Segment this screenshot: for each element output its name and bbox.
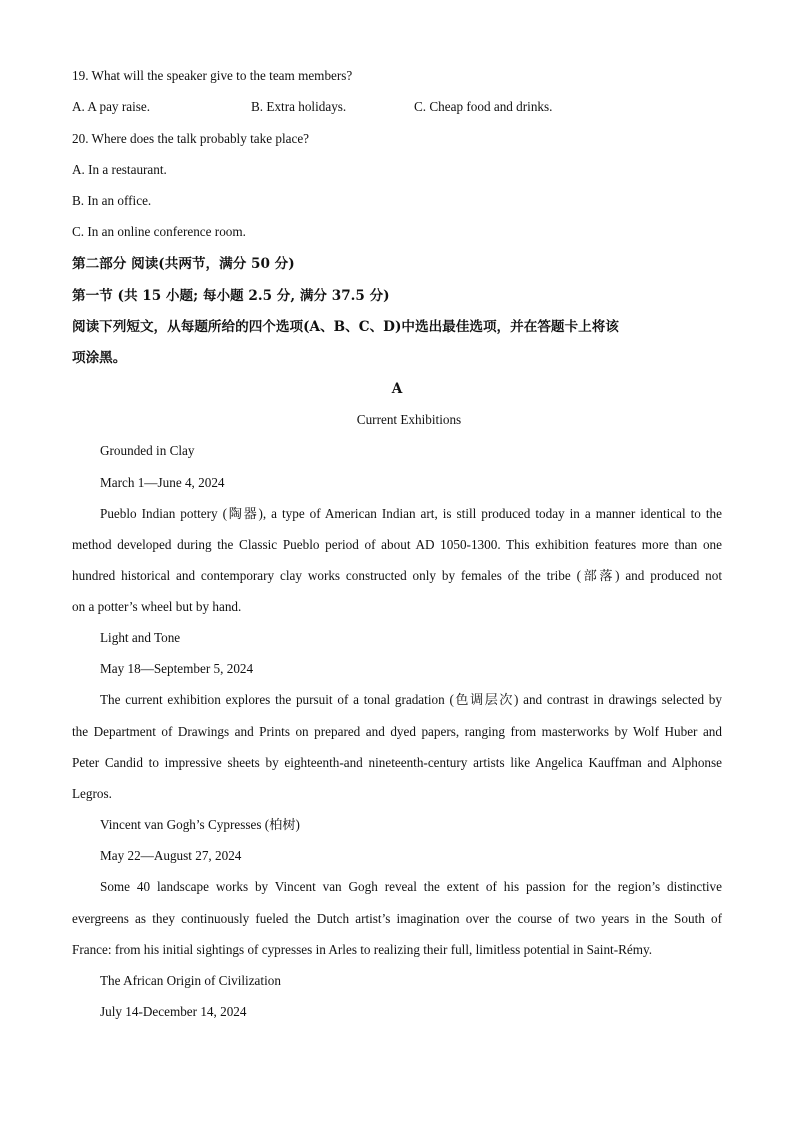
exhibition-4-dates: July 14-December 14, 2024 (100, 1004, 247, 1019)
exhibition-3-dates: May 22—August 27, 2024 (100, 848, 242, 863)
question-20-stem: 20. Where does the talk probably take place? (72, 131, 310, 146)
exhibition-3-text-line-2: evergreens as they continuously fueled the Dutch artist’s imagination over the course of two years in the South of (72, 911, 722, 926)
exhibition-3-text-line-1: Some 40 landscape works by Vincent van Gogh reveal the extent of his passion for the region’s distinctive (100, 879, 722, 894)
instruction-line-1: 阅读下列短文，从每题所给的四个选项(A、B、C、D)中选出最佳选项，并在答题卡上将该 (72, 319, 619, 335)
exhibition-2-name: Light and Tone (100, 630, 181, 645)
exhibition-1-text-line-1: Pueblo Indian pottery (陶器), a type of American Indian art, is still produced today in a manner identical to the (100, 506, 722, 521)
section-1-heading: 第一节 (共 15 小题; 每小题 2.5 分, 满分 37.5 分) (72, 288, 390, 304)
exhibition-1-name: Grounded in Clay (100, 443, 195, 458)
exhibition-2-text-line-3: Peter Candid to impressive sheets by eighteenth-and nineteenth-century artists like Angelica Kauffman and Alphonse (72, 755, 722, 770)
question-20-option-b: B. In an office. (72, 193, 152, 208)
exhibition-1-text-line-3: hundred historical and contemporary clay works constructed only by females of the tribe (部落) and produced not (72, 568, 722, 583)
question-20-option-c: C. In an online conference room. (72, 224, 246, 239)
exhibition-1-text-line-2: method developed during the Classic Pueblo period of about AD 1050-1300. This exhibition features more than one (72, 537, 722, 552)
question-19-stem: 19. What will the speaker give to the team members? (72, 68, 353, 83)
part-2-heading: 第二部分 阅读(共两节，满分 50 分) (72, 256, 295, 272)
exhibition-1-text-line-4: on a potter’s wheel but by hand. (72, 599, 242, 614)
question-19-option-b: B. Extra holidays. (251, 99, 347, 114)
exhibition-3-text-line-3: France: from his initial sightings of cypresses in Arles to realizing their full, limitless potential in Saint-Rémy. (72, 942, 653, 957)
exhibition-2-text-line-1: The current exhibition explores the pursuit of a tonal gradation (色调层次) and contrast in drawings selected by (100, 692, 722, 707)
exhibition-3-name: Vincent van Gogh’s Cypresses (柏树) (100, 817, 300, 832)
passage-title: Current Exhibitions (356, 412, 462, 427)
question-20-option-a: A. In a restaurant. (72, 162, 167, 177)
passage-letter: A (391, 381, 403, 397)
instruction-line-2: 项涂黑。 (72, 350, 127, 366)
exhibition-2-dates: May 18—September 5, 2024 (100, 661, 254, 676)
question-19-option-c: C. Cheap food and drinks. (414, 99, 553, 114)
exhibition-2-text-line-4: Legros. (72, 786, 112, 801)
exhibition-4-name: The African Origin of Civilization (100, 973, 281, 988)
exhibition-2-text-line-2: the Department of Drawings and Prints on prepared and dyed papers, ranging from masterworks by Wolf Huber and (72, 724, 722, 739)
question-19-option-a: A. A pay raise. (72, 99, 151, 114)
exhibition-1-dates: March 1—June 4, 2024 (100, 475, 225, 490)
